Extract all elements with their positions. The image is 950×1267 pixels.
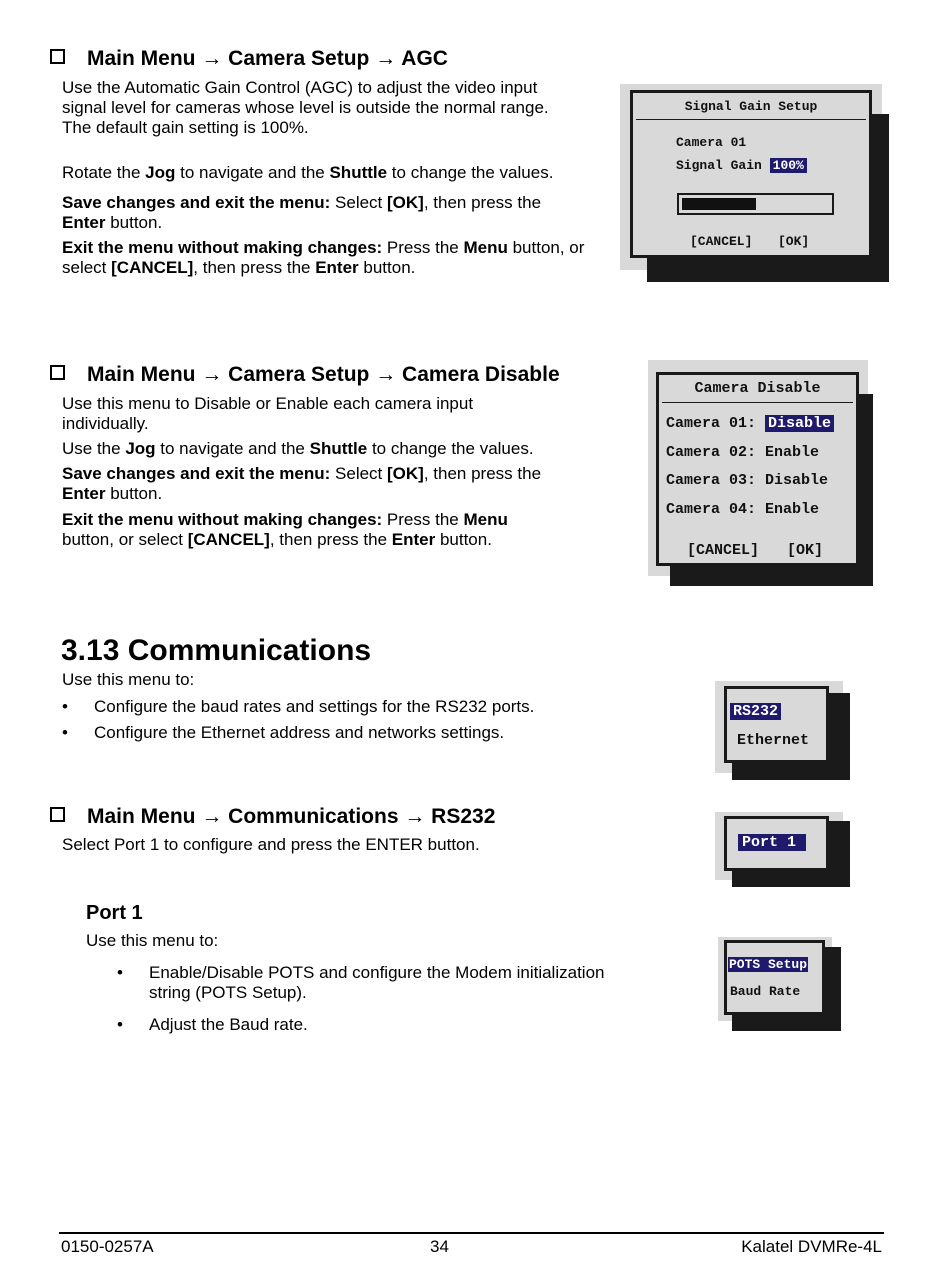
camera-disable-save-note: Save changes and exit the menu: Select [OK], then press the Enter button. <box>62 464 542 503</box>
agc-body <box>62 78 585 283</box>
footer-rule <box>59 1232 884 1234</box>
footer-page-number: 34 <box>430 1237 449 1256</box>
checkbox-bullet-icon <box>50 807 65 822</box>
checkbox-bullet-icon <box>50 49 65 64</box>
agc-save-note: Save changes and exit the menu: Select [OK], then press the Enter button. <box>62 193 542 232</box>
menu-item-rs232[interactable]: RS232 <box>730 703 781 720</box>
list-item: • Configure the Ethernet address and networks settings. <box>62 723 505 742</box>
communications-bullets <box>62 697 622 743</box>
agc-exit-note: Exit the menu without making changes: Press the Menu button, or select [CANCEL], then press the Enter button. <box>62 238 585 277</box>
list-item: • Enable/Disable POTS and configure the Modem initialization string (POTS Setup). <box>117 963 605 1002</box>
camera-disable-description: Use this menu to Disable or Enable each camera input individually. <box>62 394 474 433</box>
camera-row[interactable] <box>666 444 819 461</box>
camera-row[interactable] <box>666 415 834 432</box>
camera-disable-ok-button[interactable]: [OK] <box>787 542 824 559</box>
camera-disable-heading-text: Main Menu → Camera Setup → Camera Disable <box>87 363 560 386</box>
rs232-heading-text: Main Menu → Communications → RS232 <box>87 805 496 828</box>
menu-item-pots-setup[interactable]: POTS Setup <box>729 957 808 972</box>
checkbox-bullet-icon <box>50 365 65 380</box>
communications-intro: Use this menu to: <box>62 670 195 689</box>
camera-row-value[interactable]: Enable <box>765 444 820 461</box>
signal-gain-slider[interactable] <box>677 193 834 215</box>
menu-item-ethernet[interactable]: Ethernet <box>737 732 810 749</box>
agc-description: Use the Automatic Gain Control (AGC) to adjust the video input signal level for cameras whose level is outside the normal range. The default gain setting is 100%. <box>62 78 549 137</box>
signal-gain-title: Signal Gain Setup <box>636 93 866 120</box>
signal-gain-value[interactable]: 100% <box>770 158 807 173</box>
camera-disable-navigation-note: Use the Jog to navigate and the Shuttle to change the values. <box>62 439 534 458</box>
camera-disable-title: Camera Disable <box>662 375 853 403</box>
rs232-description: Select Port 1 to configure and press the ENTER button. <box>62 835 480 854</box>
footer-doc-number: 0150-0257A <box>61 1237 154 1256</box>
camera-row-value[interactable]: Disable <box>765 472 829 489</box>
list-item: • Adjust the Baud rate. <box>117 1015 308 1034</box>
port1-bullets <box>117 963 627 1035</box>
camera-row-label: Camera 02: <box>666 444 757 461</box>
camera-disable-osd <box>648 360 868 576</box>
signal-gain-osd <box>620 84 882 270</box>
communications-heading: 3.13 Communications <box>61 634 372 667</box>
agc-heading-text: Main Menu → Camera Setup → AGC <box>87 47 448 70</box>
port1-heading: Port 1 <box>86 902 143 924</box>
signal-gain-ok-button[interactable]: [OK] <box>778 234 810 249</box>
camera-row-label: Camera 04: <box>666 501 757 518</box>
port1-osd <box>718 937 832 1021</box>
port1-intro: Use this menu to: <box>86 931 219 950</box>
signal-gain-camera: Camera 01 <box>676 135 747 150</box>
camera-disable-body <box>62 394 552 555</box>
camera-row-label: Camera 01: <box>666 415 757 432</box>
camera-row[interactable] <box>666 501 819 518</box>
agc-navigation-note: Rotate the Jog to navigate and the Shuttle to change the values. <box>62 163 554 182</box>
camera-disable-cancel-button[interactable]: [CANCEL] <box>687 542 760 559</box>
rs232-heading <box>50 805 495 829</box>
camera-disable-heading <box>50 363 560 387</box>
rs232-osd <box>715 812 843 880</box>
list-item: • Configure the baud rates and settings for the RS232 ports. <box>62 697 535 716</box>
signal-gain-row: Signal Gain 100% <box>676 158 807 173</box>
signal-gain-cancel-button[interactable]: [CANCEL] <box>690 234 753 249</box>
signal-gain-slider-fill <box>682 198 756 210</box>
menu-item-baud-rate[interactable]: Baud Rate <box>730 984 801 999</box>
footer-product-name: Kalatel DVMRe-4L <box>741 1237 882 1256</box>
menu-item-port-1[interactable]: Port 1 <box>738 834 806 851</box>
camera-row-value[interactable]: Disable <box>765 415 834 432</box>
camera-row[interactable] <box>666 472 828 489</box>
camera-row-label: Camera 03: <box>666 472 757 489</box>
communications-osd <box>715 681 843 773</box>
camera-row-value[interactable]: Enable <box>765 501 820 518</box>
camera-disable-exit-note: Exit the menu without making changes: Press the Menu button, or select [CANCEL], then press the Enter button. <box>62 510 508 549</box>
agc-heading <box>50 47 448 71</box>
